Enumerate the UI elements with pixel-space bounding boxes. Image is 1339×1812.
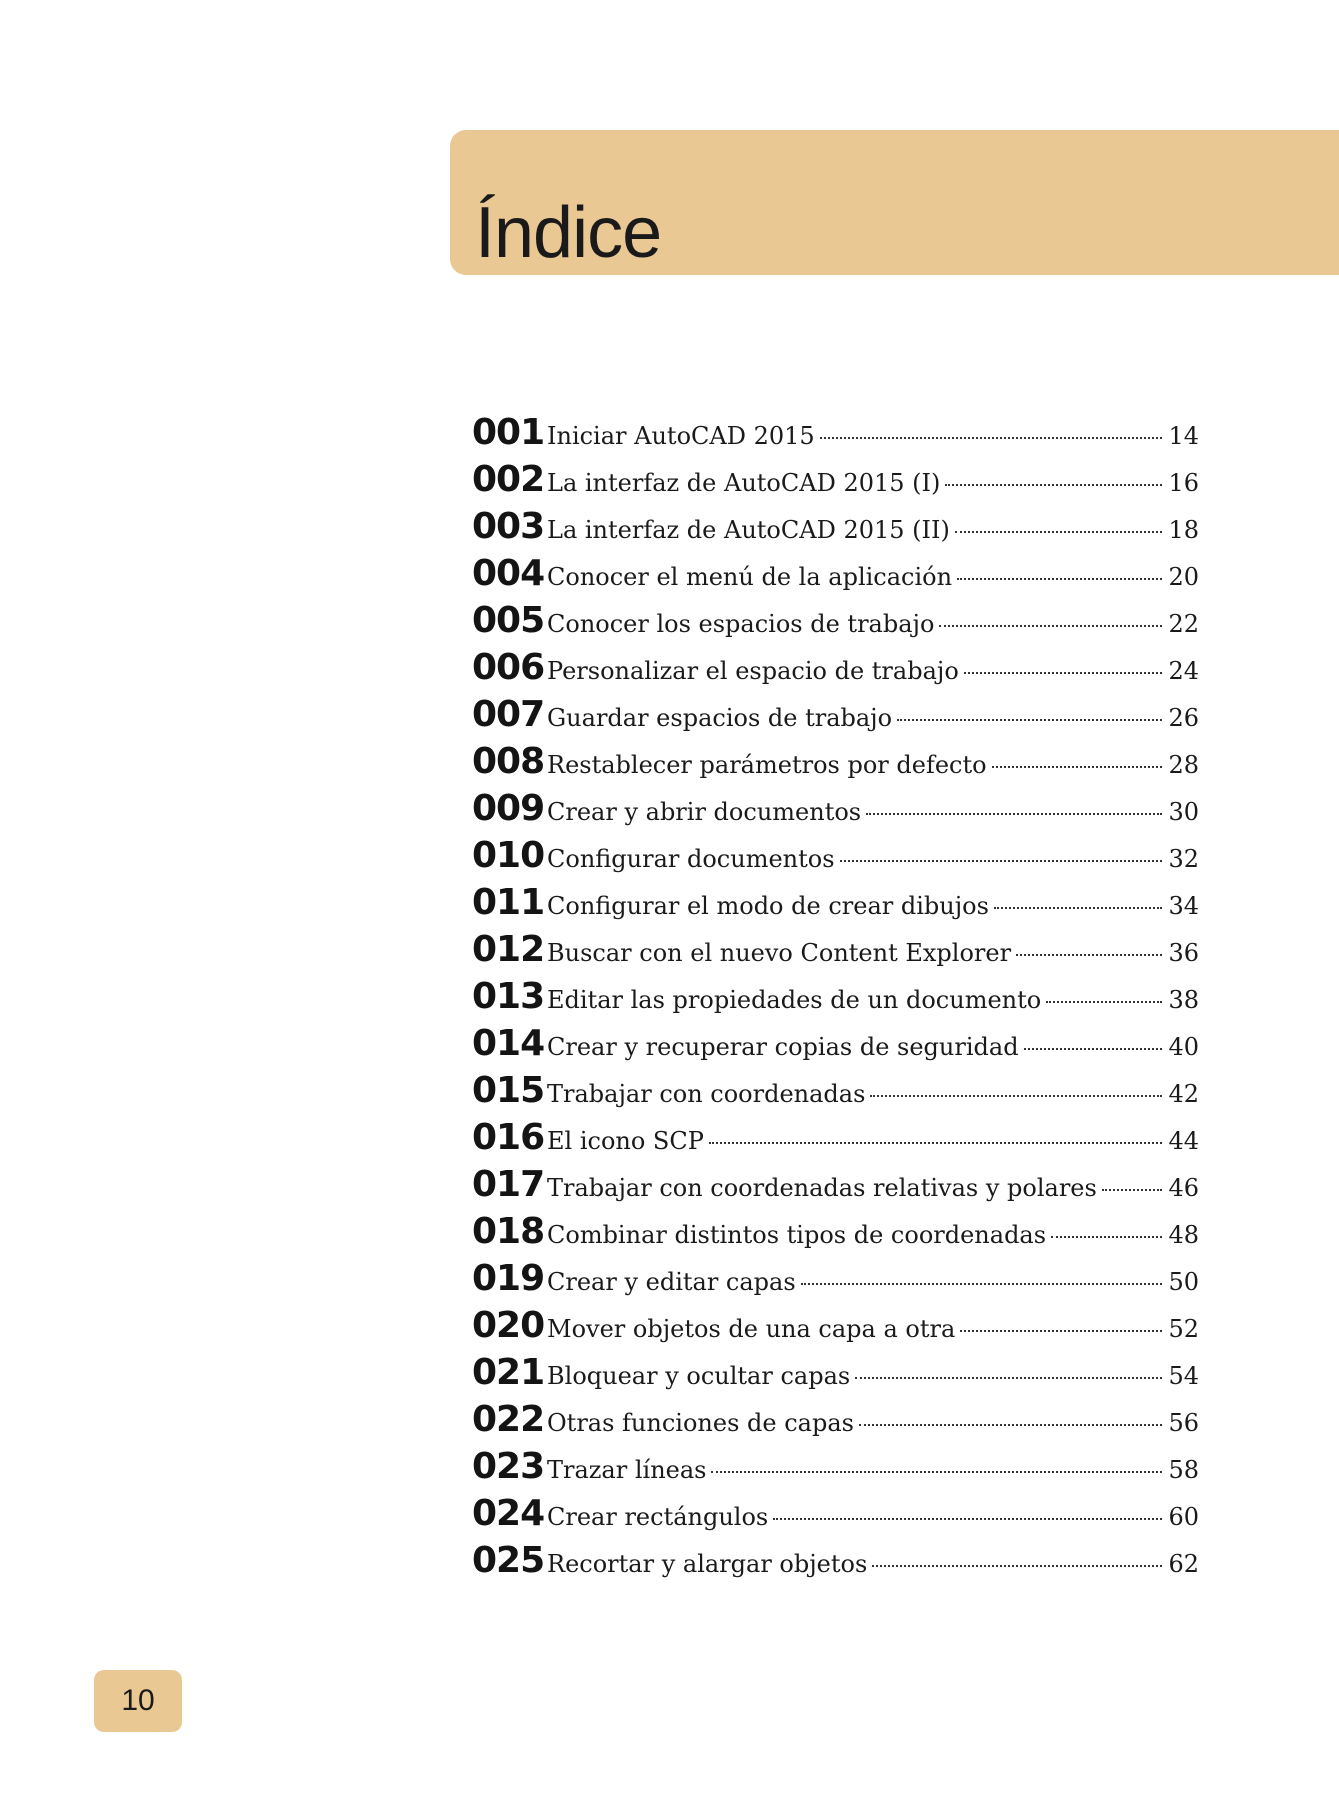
toc-entry[interactable] xyxy=(472,1305,1199,1352)
toc-dot-leader xyxy=(992,766,1163,768)
toc-entry-title: El icono SCP xyxy=(547,1127,704,1155)
toc-entry-number: 010 xyxy=(472,835,545,876)
toc-entry-number: 011 xyxy=(472,882,545,923)
toc-entry[interactable] xyxy=(472,1352,1199,1399)
toc-entry-page: 52 xyxy=(1168,1315,1199,1343)
toc-entry-number: 019 xyxy=(472,1258,545,1299)
toc-entry-page: 30 xyxy=(1168,798,1199,826)
toc-entry-number: 024 xyxy=(472,1493,545,1534)
toc-entry[interactable] xyxy=(472,882,1199,929)
toc-entry-number: 012 xyxy=(472,929,545,970)
toc-entry-page: 54 xyxy=(1168,1362,1199,1390)
toc-entry-title: Crear y editar capas xyxy=(547,1268,796,1296)
page-number: 10 xyxy=(121,1684,155,1717)
toc-entry-page: 50 xyxy=(1168,1268,1199,1296)
toc-entry[interactable] xyxy=(472,1446,1199,1493)
toc-entry-number: 020 xyxy=(472,1305,545,1346)
toc-entry[interactable] xyxy=(472,1070,1199,1117)
toc-entry-page: 56 xyxy=(1168,1409,1199,1437)
toc-entry[interactable] xyxy=(472,835,1199,882)
toc-entry-page: 14 xyxy=(1168,422,1199,450)
toc-dot-leader xyxy=(870,1095,1162,1097)
toc-entry-title: Crear rectángulos xyxy=(547,1503,769,1531)
toc-entry-title: Recortar y alargar objetos xyxy=(547,1550,868,1578)
toc-entry-page: 34 xyxy=(1168,892,1199,920)
toc-entry-page: 38 xyxy=(1168,986,1199,1014)
toc-entry-title: Personalizar el espacio de trabajo xyxy=(547,657,959,685)
toc-entry-number: 025 xyxy=(472,1540,545,1581)
toc-entry-page: 24 xyxy=(1168,657,1199,685)
toc-entry[interactable] xyxy=(472,929,1199,976)
toc-entry-page: 32 xyxy=(1168,845,1199,873)
toc-entry-number: 022 xyxy=(472,1399,545,1440)
toc-entry-page: 36 xyxy=(1168,939,1199,967)
toc-entry-page: 22 xyxy=(1168,610,1199,638)
toc-entry-title: Trabajar con coordenadas relativas y polares xyxy=(547,1174,1097,1202)
toc-entry-title: Editar las propiedades de un documento xyxy=(547,986,1042,1014)
toc-entry[interactable] xyxy=(472,553,1199,600)
toc-dot-leader xyxy=(957,578,1162,580)
toc-entry-number: 023 xyxy=(472,1446,545,1487)
toc-entry-number: 008 xyxy=(472,741,545,782)
page-title: Índice xyxy=(475,193,662,273)
toc-entry-title: Conocer el menú de la aplicación xyxy=(547,563,953,591)
toc-dot-leader xyxy=(711,1471,1162,1473)
toc-dot-leader xyxy=(1051,1236,1162,1238)
toc-entry-title: Configurar el modo de crear dibujos xyxy=(547,892,989,920)
toc-entry-title: Buscar con el nuevo Content Explorer xyxy=(547,939,1012,967)
toc-entry-page: 60 xyxy=(1168,1503,1199,1531)
toc-entry-number: 001 xyxy=(472,412,545,453)
toc-entry-number: 017 xyxy=(472,1164,545,1205)
toc-entry-number: 015 xyxy=(472,1070,545,1111)
toc-entry-number: 005 xyxy=(472,600,545,641)
toc-entry-title: Combinar distintos tipos de coordenadas xyxy=(547,1221,1047,1249)
toc-entry[interactable] xyxy=(472,1164,1199,1211)
toc-entry-title: Configurar documentos xyxy=(547,845,835,873)
toc-dot-leader xyxy=(964,672,1163,674)
toc-dot-leader xyxy=(1046,1001,1162,1003)
toc-dot-leader xyxy=(855,1377,1162,1379)
toc-entry-page: 48 xyxy=(1168,1221,1199,1249)
toc-dot-leader xyxy=(709,1142,1163,1144)
toc-entry-page: 42 xyxy=(1168,1080,1199,1108)
toc-dot-leader xyxy=(960,1330,1162,1332)
toc-entry[interactable] xyxy=(472,412,1199,459)
toc-dot-leader xyxy=(840,860,1163,862)
toc-entry[interactable] xyxy=(472,1211,1199,1258)
toc-entry[interactable] xyxy=(472,1023,1199,1070)
toc-entry-number: 014 xyxy=(472,1023,545,1064)
toc-entry-number: 021 xyxy=(472,1352,545,1393)
toc-entry-title: La interfaz de AutoCAD 2015 (I) xyxy=(547,469,941,497)
toc-dot-leader xyxy=(897,719,1162,721)
toc-entry[interactable] xyxy=(472,788,1199,835)
toc-entry[interactable] xyxy=(472,1540,1199,1587)
toc-dot-leader xyxy=(945,484,1162,486)
toc-dot-leader xyxy=(955,531,1163,533)
toc-entry-title: Restablecer parámetros por defecto xyxy=(547,751,987,779)
toc-entry-page: 58 xyxy=(1168,1456,1199,1484)
toc-entry-title: Trazar líneas xyxy=(547,1456,707,1484)
toc-entry-number: 016 xyxy=(472,1117,545,1158)
toc-entry-number: 013 xyxy=(472,976,545,1017)
toc-entry-number: 009 xyxy=(472,788,545,829)
toc-entry[interactable] xyxy=(472,459,1199,506)
toc-entry-title: Trabajar con coordenadas xyxy=(547,1080,866,1108)
toc-entry[interactable] xyxy=(472,694,1199,741)
table-of-contents xyxy=(472,412,1199,1587)
toc-entry-page: 16 xyxy=(1168,469,1199,497)
toc-dot-leader xyxy=(994,907,1163,909)
toc-entry-number: 007 xyxy=(472,694,545,735)
toc-entry-title: Otras funciones de capas xyxy=(547,1409,854,1437)
toc-entry-title: La interfaz de AutoCAD 2015 (II) xyxy=(547,516,950,544)
toc-entry-number: 006 xyxy=(472,647,545,688)
toc-entry-title: Crear y recuperar copias de seguridad xyxy=(547,1033,1019,1061)
toc-entry[interactable] xyxy=(472,506,1199,553)
toc-entry-page: 46 xyxy=(1168,1174,1199,1202)
toc-entry-title: Bloquear y ocultar capas xyxy=(547,1362,851,1390)
toc-entry[interactable] xyxy=(472,647,1199,694)
toc-entry-number: 004 xyxy=(472,553,545,594)
toc-dot-leader xyxy=(1024,1048,1163,1050)
toc-dot-leader xyxy=(1102,1189,1163,1191)
toc-entry-title: Crear y abrir documentos xyxy=(547,798,862,826)
toc-entry-title: Conocer los espacios de trabajo xyxy=(547,610,935,638)
toc-dot-leader xyxy=(773,1518,1162,1520)
toc-entry-page: 18 xyxy=(1168,516,1199,544)
toc-entry-title: Mover objetos de una capa a otra xyxy=(547,1315,956,1343)
toc-entry[interactable] xyxy=(472,976,1199,1023)
toc-dot-leader xyxy=(801,1283,1163,1285)
toc-dot-leader xyxy=(859,1424,1163,1426)
toc-entry[interactable] xyxy=(472,1493,1199,1540)
toc-dot-leader xyxy=(866,813,1162,815)
toc-entry-page: 40 xyxy=(1168,1033,1199,1061)
toc-entry[interactable] xyxy=(472,1117,1199,1164)
toc-entry-page: 20 xyxy=(1168,563,1199,591)
toc-entry-number: 018 xyxy=(472,1211,545,1252)
toc-dot-leader xyxy=(872,1565,1162,1567)
toc-dot-leader xyxy=(939,625,1162,627)
toc-dot-leader xyxy=(820,437,1163,439)
toc-entry-page: 44 xyxy=(1168,1127,1199,1155)
toc-entry-number: 003 xyxy=(472,506,545,547)
toc-entry[interactable] xyxy=(472,1258,1199,1305)
toc-entry[interactable] xyxy=(472,1399,1199,1446)
toc-entry-title: Iniciar AutoCAD 2015 xyxy=(547,422,815,450)
toc-entry[interactable] xyxy=(472,600,1199,647)
toc-entry-title: Guardar espacios de trabajo xyxy=(547,704,893,732)
toc-entry-page: 26 xyxy=(1168,704,1199,732)
toc-entry-number: 002 xyxy=(472,459,545,500)
toc-dot-leader xyxy=(1016,954,1162,956)
toc-entry-page: 62 xyxy=(1168,1550,1199,1578)
toc-entry[interactable] xyxy=(472,741,1199,788)
toc-entry-page: 28 xyxy=(1168,751,1199,779)
